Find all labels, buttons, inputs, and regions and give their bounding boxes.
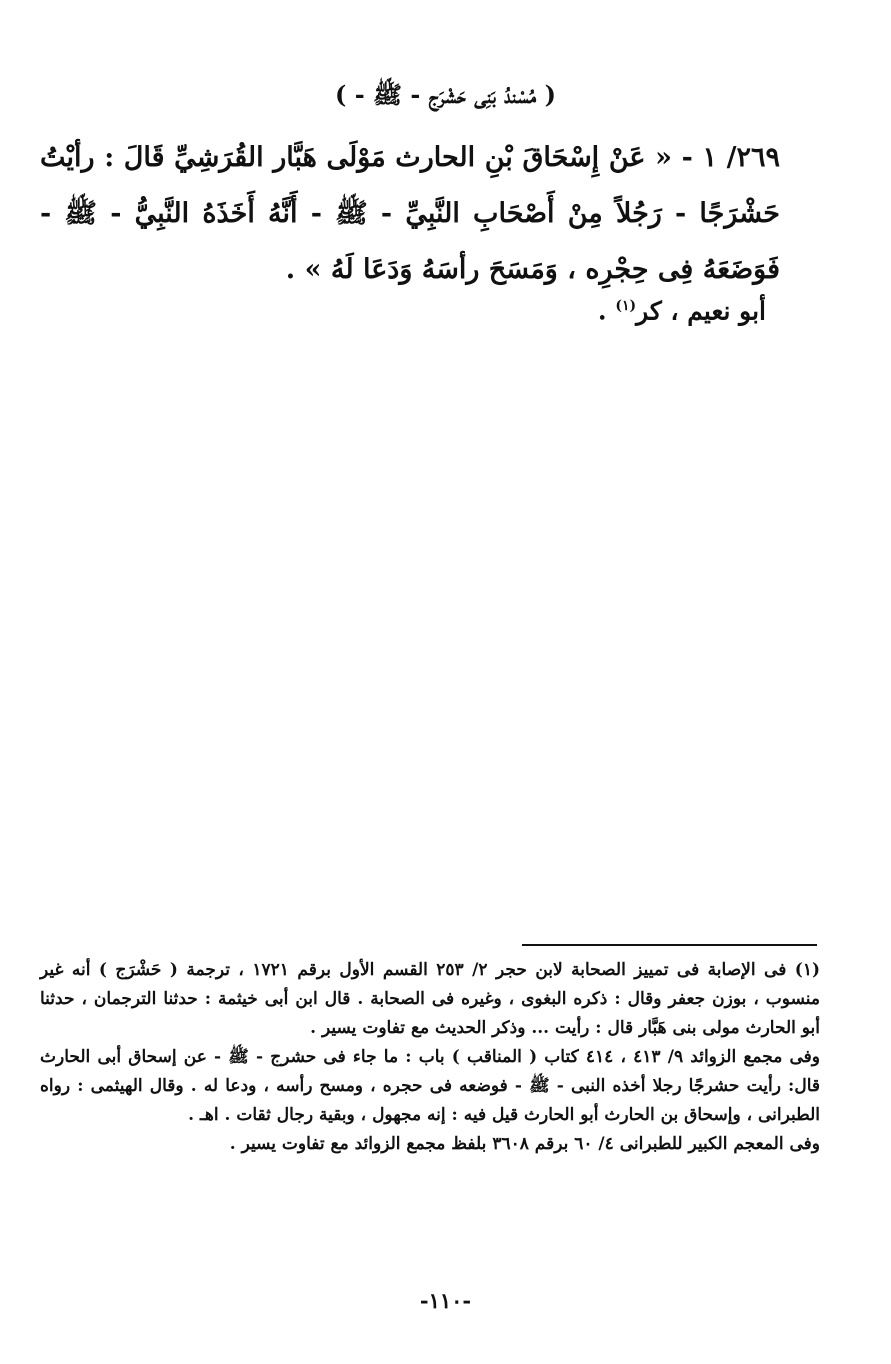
page-header-title: ( مُسْندُ بَنِى حَشْرَج - ﷺ - ) xyxy=(335,80,556,109)
footnotes-section xyxy=(40,956,820,1159)
footnote-reference: (١) xyxy=(615,298,637,314)
footnote-1-line-1: (١) فى الإصابة فى تمييز الصحابة لابن حجر ٢/ ٢٥٣ القسم الأول برقم ١٧٢١ ، ترجمة ( حَشْرَج ) أنه غير منسوب ، بوزن جعفر وقال : ذكره البغوى ، وغيره فى الصحابة . قال ابن أبى خيثمة : حدثنا الترجمان ، حدثنا أبو الحارث مولى بنى هَبَّار قال : رأيت ... وذكر الحديث مع تفاوت يسير . xyxy=(40,960,821,1038)
footnote-separator xyxy=(522,944,817,946)
footnote-1-paragraph-2: وفى مجمع الزوائد ٩/ ٤١٣ ، ٤١٤ كتاب ( المناقب ) باب : ما جاء فى حشرج - ﷺ - عن إسحاق أبى الحارث قال: رأيت حشرجًا رجلا أخذه النبى - ﷺ - فوضعه فى حجره ، ومسح رأسه ، ودعا له . وقال الهيثمى : رواه الطبرانى ، وإسحاق بن الحارث أبو الحارث قيل فيه : إنه مجهول ، وبقية رجال ثقات . اهـ . xyxy=(40,1047,820,1125)
source-end: . xyxy=(597,296,616,326)
source-text: أبو نعيم ، كر xyxy=(636,296,766,326)
hadith-text: ٢٦٩/ ١ - « عَنْ إِسْحَاقَ بْنِ الحارث مَوْلَى هَبَّار القُرَشِيِّ قَالَ : رأيْتُ حَشْرَجًا - رَجُلاً مِنْ أَصْحَابِ النَّبِيِّ - ﷺ - أَنَّهُ أَخَذَهُ النَّبِيُّ - ﷺ - فَوَضَعَهُ فِى حِجْرِه ، وَمَسَحَ رأسَهُ وَدَعَا لَهُ » . xyxy=(40,142,780,285)
page-number: -١١٠- xyxy=(419,1288,472,1313)
footnote-1-paragraph-3: وفى المعجم الكبير للطبرانى ٤/ ٦٠ برقم ٣٦٠٨ بلفظ مجمع الزوائد مع تفاوت يسير . xyxy=(229,1134,820,1154)
hadith-source xyxy=(200,284,766,333)
